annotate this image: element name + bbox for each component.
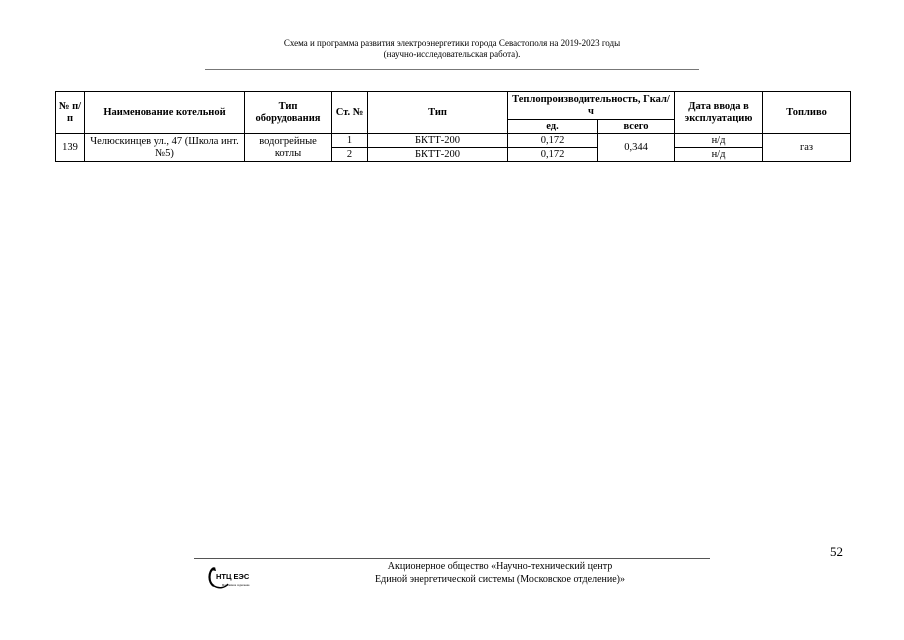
col-header-type: Тип [368, 92, 508, 134]
cell-name: Челюскинцев ул., 47 (Школа инт. №5) [85, 134, 245, 162]
header-title-line1: Схема и программа развития электроэнергетики города Севастополя на 2019-2023 годы [283, 38, 621, 48]
table-row [56, 134, 851, 148]
cell-type: БКТТ-200 [368, 134, 508, 148]
cell-capacity-total: 0,344 [598, 134, 675, 162]
col-header-name: Наименование котельной [85, 92, 245, 134]
col-header-num: № п/п [56, 92, 85, 134]
cell-date: н/д [675, 134, 763, 148]
footer-divider [194, 558, 710, 559]
boiler-table [55, 91, 851, 162]
col-header-capacity-total: всего [598, 120, 675, 134]
cell-type: БКТТ-200 [368, 148, 508, 162]
logo-subtext: Московское отделение [222, 584, 250, 587]
cell-station: 1 [332, 134, 368, 148]
cell-equip-type: водогрейные котлы [245, 134, 332, 162]
ntc-ees-logo [205, 564, 267, 590]
cell-date: н/д [675, 148, 763, 162]
col-header-capacity-unit: ед. [508, 120, 598, 134]
col-header-capacity: Теплопроизводительность, Гкал/ч [508, 92, 675, 120]
header-divider [205, 69, 699, 70]
cell-capacity: 0,172 [508, 148, 598, 162]
footer-org-line2: Единой энергетической системы (Московское отделение)» [375, 574, 625, 585]
col-header-fuel: Топливо [763, 92, 851, 134]
cell-fuel: газ [763, 134, 851, 162]
col-header-date: Дата ввода в эксплуатацию [675, 92, 763, 134]
logo-text: НТЦ ЕЭС [216, 572, 250, 581]
cell-station: 2 [332, 148, 368, 162]
footer-org-line1: Акционерное общество «Научно-технический центр [387, 561, 613, 572]
header-title-line2: (научно-исследовательская работа). [383, 49, 521, 59]
footer-organization [290, 560, 710, 586]
document-header [0, 38, 904, 60]
col-header-equip-type: Тип оборудования [245, 92, 332, 134]
page-number: 52 [830, 544, 843, 559]
cell-capacity: 0,172 [508, 134, 598, 148]
col-header-station: Ст. № [332, 92, 368, 134]
cell-num: 139 [56, 134, 85, 162]
